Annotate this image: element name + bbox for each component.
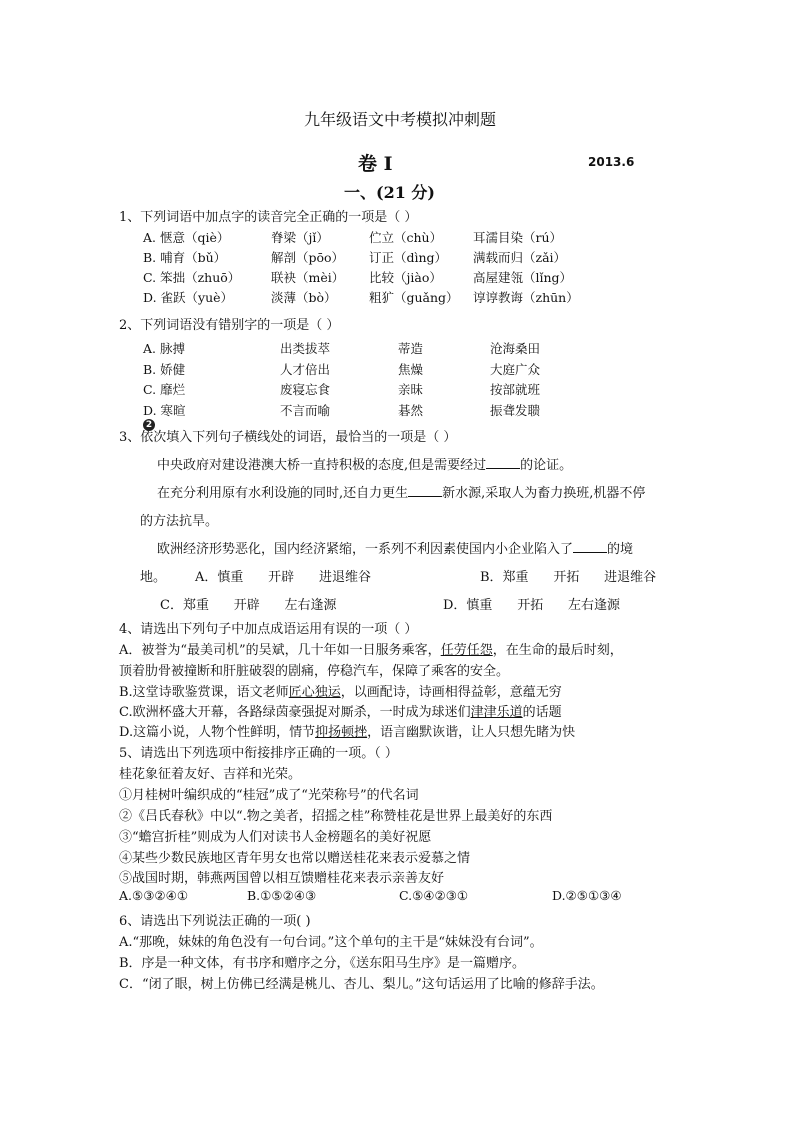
question-5-stem: 5、请选出下列选项中衔接排序正确的一项。（ ） bbox=[119, 746, 398, 761]
question-3-option-d: D．慎重 开拓 左右逢源 bbox=[443, 598, 621, 613]
question-1-stem: 1、下列词语中加点字的读音完全正确的一项是（ ） bbox=[119, 210, 418, 225]
marked-idiom: 任劳任怨 bbox=[440, 643, 493, 658]
question-4-option-c: C.欧洲杯盛大开幕，各路绿茵豪强捉对厮杀，一时成为球迷们津津乐道的话题 bbox=[119, 705, 562, 720]
blank-line bbox=[573, 540, 607, 553]
question-4-option-b: B.这堂诗歌鉴赏课，语文老师匠心独运，以画配诗，诗画相得益彰，意蕴无穷 bbox=[119, 685, 562, 700]
marked-idiom: 匠心独运 bbox=[288, 685, 341, 700]
question-2-option-d: D. 寒暄 不言而喻 碁然 振聋发聩 bbox=[143, 403, 541, 418]
question-3-sentence-2: 在充分利用原有水利设施的同时,还自力更生 新水源,采取人为畜力换班,机器不停 bbox=[157, 486, 646, 501]
question-3-stem: 3、依次填入下列句子横线处的词语，最恰当的一项是（ ） bbox=[119, 430, 457, 445]
question-5-item-5: ⑤战国时期，韩燕两国曾以相互馈赠桂花来表示亲善友好 bbox=[119, 871, 445, 886]
volume-label: 卷 I bbox=[358, 153, 393, 175]
marked-idiom: 抑扬顿挫 bbox=[315, 725, 368, 740]
question-5-intro: 桂花象征着友好、吉祥和光荣。 bbox=[119, 767, 302, 782]
question-2-option-a: A. 脉搏 出类拔萃 蒂造 沧海桑田 bbox=[143, 341, 541, 356]
question-3-sentence-3: 欧洲经济形势恶化，国内经济紧缩，一系列不利因素使国内小企业陷入了 的境 bbox=[157, 542, 634, 557]
question-4-option-a-cont: 顶着肋骨被撞断和肝脏破裂的剧痛，停稳汽车，保障了乘客的安全。 bbox=[119, 664, 510, 679]
circled-number-marker: 2 bbox=[143, 419, 155, 431]
exam-date: 2013.6 bbox=[588, 155, 635, 169]
question-3-option-c: C．郑重 开辟 左右逢源 bbox=[160, 598, 337, 613]
marked-idiom: 津津乐道 bbox=[470, 705, 523, 720]
question-2-option-c: C. 靡烂 废寝忘食 亲昧 按部就班 bbox=[143, 382, 541, 397]
blank-line bbox=[486, 456, 520, 469]
question-4-option-d: D.这篇小说，人物个性鲜明，情节抑扬顿挫，语言幽默诙谐，让人只想先睹为快 bbox=[119, 725, 576, 740]
question-5-item-3: ③“蟾宫折桂”则成为人们对读书人金榜题名的美好祝愿 bbox=[119, 830, 432, 845]
question-6-option-b: B．序是一种文体，有书序和赠序之分，《送东阳马生序》是一篇赠序。 bbox=[119, 956, 526, 971]
question-1-option-b: B. 哺育（bǔ） 解剖（pōo） 订正（dìng） 满载而归（zǎi） bbox=[143, 250, 567, 265]
question-2-stem: 2、下列词语没有错别字的一项是（ ） bbox=[119, 318, 340, 333]
question-5-item-4: ④某些少数民族地区青年男女也常以赠送桂花来表示爱慕之情 bbox=[119, 851, 471, 866]
question-6-option-a: A.“那晚，妹妹的角色没有一句台词。”这个单句的主干是“妹妹没有台词”。 bbox=[119, 935, 543, 950]
question-5-option-d: D.②⑤①③④ bbox=[552, 888, 622, 903]
question-1-option-a: A. 惬意（qiè） 脊梁（jǐ） 伫立（chù） 耳濡目染（rú） bbox=[143, 230, 563, 245]
question-3-sentence-1: 中央政府对建设港澳大桥一直持积极的态度,但是需要经过 的论证。 bbox=[157, 458, 573, 473]
question-5-item-1: ①月桂树叶编织成的“桂冠”成了“光荣称号”的代名词 bbox=[119, 788, 419, 803]
page-title: 九年级语文中考模拟冲刺题 bbox=[304, 110, 497, 129]
question-5-option-a: A.⑤③②④① bbox=[119, 888, 189, 903]
question-5-item-2: ②《吕氏春秋》中以“.物之美者，招摇之桂”称赞桂花是世界上最美好的东西 bbox=[119, 809, 553, 824]
question-5-option-b: B.①⑤②④③ bbox=[247, 888, 317, 903]
question-6-option-c: C．“闭了眼，树上仿佛已经满是桃儿、杏儿、梨儿。”这句话运用了比喻的修辞手法。 bbox=[119, 977, 604, 992]
question-3-sentence-2-cont: 的方法抗旱。 bbox=[140, 514, 219, 529]
section-heading: 一、(21 分) bbox=[344, 183, 435, 202]
question-1-option-c: C. 笨拙（zhuō） 联袂（mèi） 比较（jiào） 高屋建瓴（lǐng） bbox=[143, 270, 573, 285]
question-5-option-c: C.⑤④②③① bbox=[399, 888, 469, 903]
question-6-stem: 6、请选出下列说法正确的一项( ) bbox=[119, 914, 311, 929]
question-4-stem: 4、请选出下列句子中加点成语运用有误的一项（ ） bbox=[119, 622, 418, 637]
question-3-option-b: B．郑重 开拓 进退维谷 bbox=[480, 570, 657, 585]
question-2-option-b: B. 娇健 人才倍出 焦燥 大庭广众 bbox=[143, 362, 541, 377]
question-4-option-a: A．被誉为“最美司机”的吴斌，几十年如一日服务乘客，任劳任怨，在生命的最后时刻， bbox=[119, 643, 623, 658]
question-1-option-d: D. 雀跃（yuè） 淡薄（bò） 粗犷（guǎng） 谆谆教诲（zhūn） bbox=[143, 290, 579, 305]
question-3-option-a: A．慎重 开辟 进退维谷 bbox=[195, 570, 371, 585]
blank-line bbox=[408, 484, 442, 497]
question-3-sentence-3-cont: 地。 bbox=[140, 570, 167, 585]
